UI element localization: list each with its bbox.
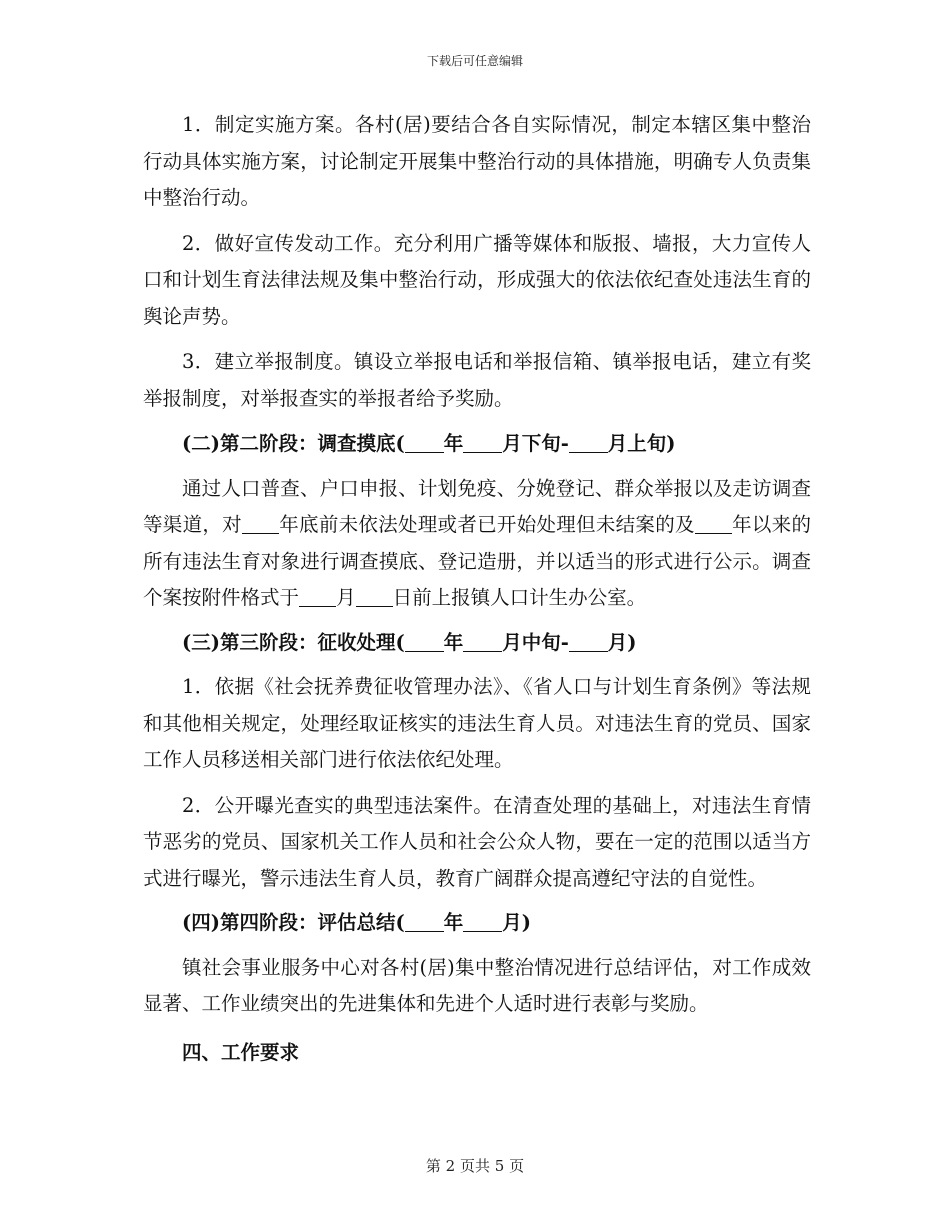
page-footer: 第 2 页共 5 页	[425, 1157, 525, 1175]
paragraph-plan: 1．制定实施方案。各村(居)要结合各自实际情况，制定本辖区集中整治行动具体实施方案，讨论制定开展集中整治行动的具体措施，明确专人负责集中整治行动。	[143, 113, 811, 209]
blank-field	[569, 433, 608, 454]
blank-field	[299, 587, 336, 608]
heading-phase-4: (四)第四阶段：评估总结( 年 月)	[182, 911, 531, 934]
paragraph-evaluation: 镇社会事业服务中心对各村(居)集中整治情况进行总结评估，对工作成效显著、工作业绩突出的先进集体和先进个人适时进行表彰与奖励。	[143, 955, 811, 1015]
blank-field	[463, 433, 502, 454]
blank-field	[463, 912, 502, 933]
blank-field	[356, 587, 393, 608]
paragraph-survey: 通过人口普查、户口申报、计划免疫、分娩登记、群众举报以及走访调查等渠道，对 年底前未依法处理或者已开始处理但未结案的及 年以来的所有违法生育对象进行调查摸底、登记造册，并以适当的形式进行公示。调查个案按附件格式于 月 日前上报镇人口计生办公室。	[143, 476, 811, 609]
heading-work-requirements: 四、工作要求	[182, 1040, 300, 1064]
paragraph-exposure: 2．公开曝光查实的典型违法案件。在清查处理的基础上，对违法生育情节恶劣的党员、国家机关工作人员和社会公众人物，要在一定的范围以适当方式进行曝光，警示违法生育人员，教育广阔群众提高遵纪守法的自觉性。	[143, 793, 811, 890]
paragraph-reporting: 3．建立举报制度。镇设立举报电话和举报信箱、镇举报电话，建立有奖举报制度，对举报查实的举报者给予奖励。	[143, 350, 811, 410]
blank-field	[242, 514, 279, 535]
blank-field	[569, 631, 608, 652]
blank-field	[405, 433, 444, 454]
document-body	[143, 107, 811, 1071]
blank-field	[695, 514, 732, 535]
blank-field	[405, 912, 444, 933]
heading-phase-3: (三)第三阶段：征收处理( 年 月中旬- 月)	[182, 630, 637, 654]
page-header: 下载后可任意编辑	[426, 54, 523, 68]
blank-field	[405, 631, 444, 652]
blank-field	[463, 631, 502, 652]
heading-phase-2: (二)第二阶段：调查摸底( 年 月下旬- 月上旬)	[182, 432, 676, 455]
paragraph-publicity: 2．做好宣传发动工作。充分利用广播等媒体和版报、墙报，大力宣传人口和计划生育法律法规及集中整治行动，形成强大的依法依纪查处违法生育的舆论声势。	[143, 231, 811, 328]
paragraph-handling: 1．依据《社会抚养费征收管理办法》、《省人口与计划生育条例》等法规和其他相关规定，处理经取证核实的违法生育人员。对违法生育的党员、国家工作人员移送相关部门进行依法依纪处理。	[143, 675, 811, 771]
